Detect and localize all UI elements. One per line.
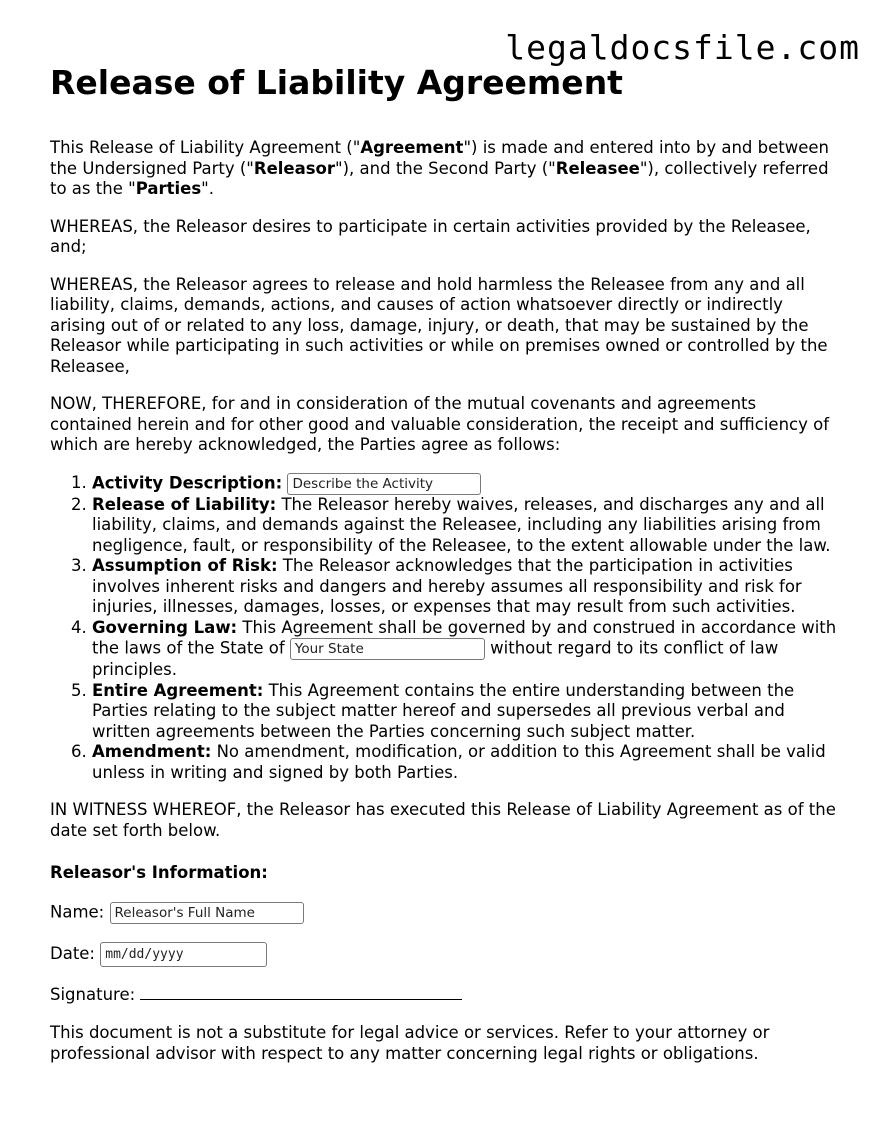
witness-paragraph: IN WITNESS WHEREOF, the Releasor has executed this Release of Liability Agreement as of the date set forth below. <box>50 800 836 840</box>
date-row <box>50 942 840 967</box>
state-field[interactable]: Your State <box>290 638 485 660</box>
intro-paragraph: This Release of Liability Agreement ("Agreement") is made and entered into by and between the Undersigned Party ("Releasor"), and the Second Party ("Releasee"), collectively referred to as the "Parties". <box>50 138 829 198</box>
disclaimer-paragraph: This document is not a substitute for legal advice or services. Refer to your attorney or professional advisor with respect to any matter concerning legal rights or obligations. <box>50 1023 770 1063</box>
document <box>50 62 840 1081</box>
watermark: legaldocsfile.com <box>505 28 860 67</box>
releasor-name-field[interactable]: Releasor's Full Name <box>110 902 304 924</box>
term-agreement: Agreement <box>360 138 464 157</box>
name-label: Name: <box>50 902 105 921</box>
clause-entire-agreement: 5. Entire Agreement: This Agreement contains the entire understanding between the Parties relating to the subject matter hereof and supersedes all previous verbal and written agreements between the Parties concerning such subject matter. <box>92 681 840 743</box>
signature-label: Signature: <box>50 984 136 1004</box>
document-title: Release of Liability Agreement <box>50 63 623 102</box>
term-releasor: Releasor <box>253 158 336 178</box>
clause-assumption-of-risk: 3. Assumption of Risk: The Releasor acknowledges that the participation in activities involves inherent risks and dangers and hereby assumes all responsibility and risk for injuries, illnesses, damages, losses, or expenses that may result from such activities. <box>92 556 840 618</box>
clause-activity-description: 1. Activity Description: Describe the Activity <box>92 473 840 495</box>
now-therefore-paragraph: NOW, THEREFORE, for and in consideration of the mutual covenants and agreements contained herein and for other good and valuable consideration, the receipt and sufficiency of which are hereby acknowledged, the Parties agree as follows: <box>50 394 830 454</box>
date-label: Date: <box>50 943 95 963</box>
date-field[interactable]: mm/dd/yyyy <box>100 942 267 967</box>
clause-governing-law: 4. Governing Law: This Agreement shall be governed by and construed in accordance with the laws of the State of Your State without regard to its conflict of law principles. <box>92 618 840 681</box>
whereas-paragraph-2: WHEREAS, the Releasor agrees to release and hold harmless the Releasee from any and all liability, claims, demands, actions, and causes of action whatsoever directly or indirectly arising out of or related to any loss, damage, injury, or death, that may be sustained by the Releasor while participating in such activities or while on premises owned or controlled by the Releasee, <box>50 274 828 376</box>
term-releasee: Releasee <box>555 158 640 178</box>
signature-row <box>50 985 840 1006</box>
clause-release-of-liability: 2. Release of Liability: The Releasor hereby waives, releases, and discharges any and all liability, claims, and demands against the Releasee, including any liabilities arising from negligence, fault, or responsibility of the Releasee, to the extent allowable under the law. <box>92 495 840 557</box>
name-row <box>50 902 840 924</box>
term-parties: Parties <box>135 179 202 198</box>
releasor-info-heading: Releasor's Information: <box>50 863 268 882</box>
whereas-paragraph-1: WHEREAS, the Releasor desires to participate in certain activities provided by the Releasee, and; <box>50 216 811 256</box>
signature-line[interactable] <box>140 985 462 1000</box>
activity-description-field[interactable]: Describe the Activity <box>287 473 481 495</box>
clauses-list <box>50 473 840 784</box>
clause-amendment: 6. Amendment: No amendment, modification, or addition to this Agreement shall be valid unless in writing and signed by both Parties. <box>92 742 840 783</box>
